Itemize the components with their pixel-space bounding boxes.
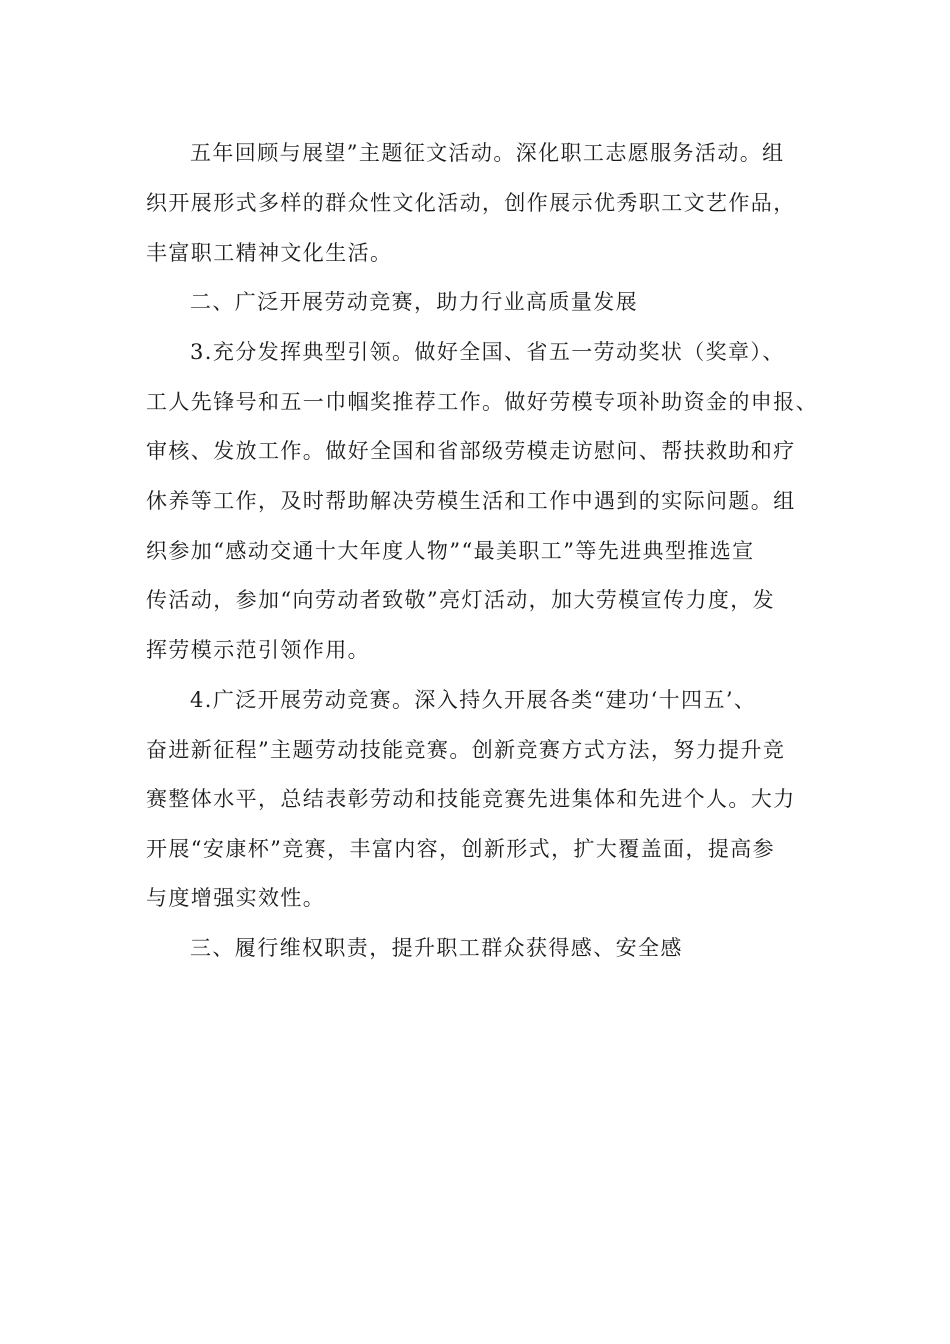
text-line: 五年回顾与展望”主题征文活动。深化职工志愿服务活动。组 xyxy=(190,141,785,165)
text-line: 织参加“感动交通十大年度人物”“最美职工”等先进典型推选宣 xyxy=(146,539,755,563)
text-line: 4.广泛开展劳动竞赛。深入持久开展各类“建功‘十四五’、 xyxy=(190,688,757,712)
text-line: 开展“安康杯”竞赛，丰富内容，创新形式，扩大覆盖面，提高参 xyxy=(146,837,776,861)
text-line: 传活动，参加“向劳动者致敬”亮灯活动，加大劳模宣传力度，发 xyxy=(146,588,776,612)
section-heading-rights-protection: 三、履行维权职责，提升职工群众获得感、安全感 xyxy=(190,936,683,960)
text-line: 与度增强实效性。 xyxy=(146,886,326,910)
text-line: 审核、发放工作。做好全国和省部级劳模走访慰问、帮扶救助和疗 xyxy=(146,439,796,463)
text-line: 织开展形式多样的群众性文化活动，创作展示优秀职工文艺作品， xyxy=(146,191,796,215)
text-line: 休养等工作，及时帮助解决劳模生活和工作中遇到的实际问题。组 xyxy=(146,489,796,513)
text-line: 3.充分发挥典型引领。做好全国、省五一劳动奖状（奖章）、 xyxy=(190,340,785,364)
text-line: 赛整体水平，总结表彰劳动和技能竞赛先进集体和先进个人。大力 xyxy=(146,787,796,811)
text-line: 挥劳模示范引领作用。 xyxy=(146,638,370,662)
section-heading-labor-competition: 二、广泛开展劳动竞赛，助力行业高质量发展 xyxy=(190,290,638,314)
text-line: 工人先锋号和五一巾帼奖推荐工作。做好劳模专项补助资金的申报、 xyxy=(146,390,818,414)
text-line: 丰富职工精神文化生活。 xyxy=(146,241,393,265)
text-line: 奋进新征程”主题劳动技能竞赛。创新竞赛方式方法，努力提升竞 xyxy=(146,738,786,762)
